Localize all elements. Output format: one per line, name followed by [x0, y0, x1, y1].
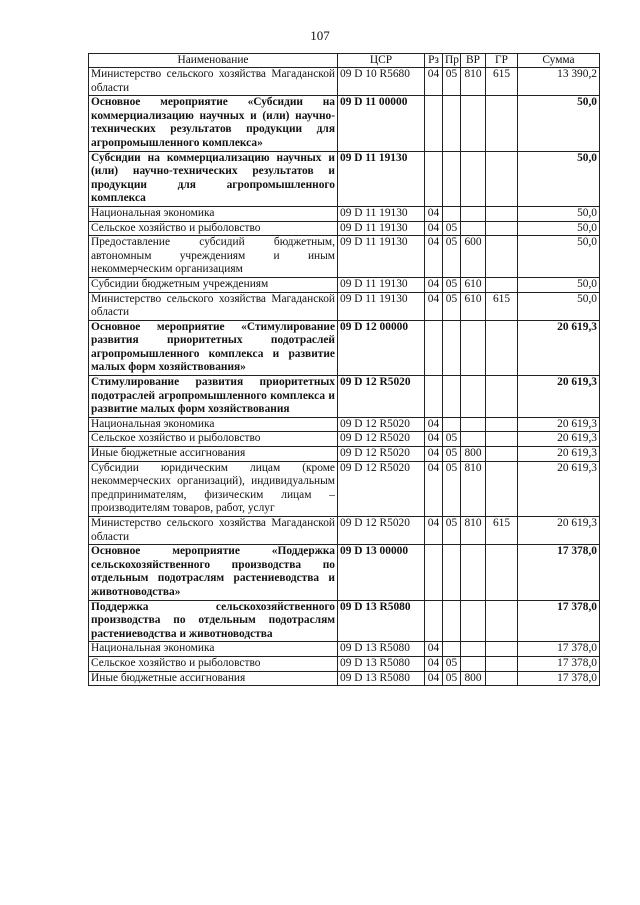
table-row [89, 292, 600, 320]
cell-rz [425, 545, 443, 600]
header-gr: ГР [486, 54, 518, 68]
cell-pr [443, 206, 461, 221]
table-row [89, 96, 600, 151]
cell-gr [486, 376, 518, 418]
cell-pr [443, 600, 461, 642]
budget-table [88, 53, 600, 686]
table-row [89, 600, 600, 642]
cell-vr: 600 [461, 236, 486, 278]
cell-csr: 09 D 12 R5020 [338, 461, 425, 516]
cell-rz: 04 [425, 517, 443, 545]
cell-sum: 17 378,0 [518, 642, 600, 657]
cell-rz: 04 [425, 642, 443, 657]
cell-vr: 810 [461, 68, 486, 96]
cell-gr: 615 [486, 517, 518, 545]
cell-vr [461, 151, 486, 206]
cell-pr: 05 [443, 432, 461, 447]
cell-rz [425, 96, 443, 151]
cell-vr [461, 376, 486, 418]
cell-rz [425, 151, 443, 206]
cell-pr [443, 96, 461, 151]
cell-gr [486, 206, 518, 221]
cell-rz: 04 [425, 68, 443, 96]
cell-vr [461, 600, 486, 642]
cell-gr [486, 96, 518, 151]
cell-vr [461, 96, 486, 151]
cell-rz: 04 [425, 292, 443, 320]
cell-vr: 610 [461, 292, 486, 320]
cell-sum: 20 619,3 [518, 417, 600, 432]
cell-vr: 800 [461, 447, 486, 462]
cell-pr: 05 [443, 236, 461, 278]
header-name: Наименование [89, 54, 338, 68]
table-row [89, 447, 600, 462]
cell-sum: 17 378,0 [518, 545, 600, 600]
table-row [89, 277, 600, 292]
cell-csr: 09 D 12 R5020 [338, 376, 425, 418]
cell-csr: 09 D 13 R5080 [338, 671, 425, 686]
cell-vr [461, 417, 486, 432]
cell-csr: 09 D 11 00000 [338, 96, 425, 151]
cell-name: Субсидии на коммерциализацию научных и (или) научно-технических результатов и продукции для агропромышленного комплекса [89, 151, 338, 206]
cell-csr: 09 D 11 19130 [338, 236, 425, 278]
cell-csr: 09 D 11 19130 [338, 151, 425, 206]
cell-name: Предоставление субсидий бюджетным, автономным учреждениям и иным некоммерческим организациям [89, 236, 338, 278]
cell-csr: 09 D 12 R5020 [338, 517, 425, 545]
cell-name: Основное мероприятие «Поддержка сельскохозяйственного производства по отдельным подотраслям растениеводства и животноводства» [89, 545, 338, 600]
header-rz: Рз [425, 54, 443, 68]
header-pr: Пр [443, 54, 461, 68]
table-row [89, 432, 600, 447]
cell-gr [486, 656, 518, 671]
cell-pr: 05 [443, 292, 461, 320]
cell-pr [443, 545, 461, 600]
cell-pr: 05 [443, 517, 461, 545]
cell-name: Сельское хозяйство и рыболовство [89, 432, 338, 447]
cell-pr: 05 [443, 447, 461, 462]
cell-gr [486, 417, 518, 432]
cell-rz: 04 [425, 417, 443, 432]
cell-vr [461, 221, 486, 236]
cell-pr [443, 642, 461, 657]
cell-pr: 05 [443, 656, 461, 671]
cell-rz: 04 [425, 236, 443, 278]
cell-pr: 05 [443, 221, 461, 236]
cell-name: Субсидии бюджетным учреждениям [89, 277, 338, 292]
cell-csr: 09 D 12 R5020 [338, 447, 425, 462]
cell-rz: 04 [425, 461, 443, 516]
cell-csr: 09 D 12 00000 [338, 320, 425, 375]
cell-vr [461, 432, 486, 447]
cell-sum: 20 619,3 [518, 432, 600, 447]
cell-pr [443, 151, 461, 206]
cell-sum: 50,0 [518, 206, 600, 221]
cell-rz: 04 [425, 656, 443, 671]
header-sum: Сумма [518, 54, 600, 68]
cell-rz [425, 320, 443, 375]
cell-csr: 09 D 10 R5680 [338, 68, 425, 96]
cell-vr: 810 [461, 517, 486, 545]
cell-sum: 50,0 [518, 277, 600, 292]
cell-name: Министерство сельского хозяйства Магаданской области [89, 517, 338, 545]
cell-vr [461, 642, 486, 657]
cell-gr [486, 600, 518, 642]
cell-gr [486, 461, 518, 516]
cell-vr [461, 545, 486, 600]
table-row [89, 206, 600, 221]
cell-sum: 20 619,3 [518, 320, 600, 375]
cell-gr [486, 151, 518, 206]
cell-pr: 05 [443, 671, 461, 686]
cell-sum: 50,0 [518, 292, 600, 320]
table-row [89, 545, 600, 600]
cell-csr: 09 D 13 R5080 [338, 600, 425, 642]
cell-rz [425, 376, 443, 418]
cell-csr: 09 D 13 R5080 [338, 656, 425, 671]
cell-rz [425, 600, 443, 642]
cell-csr: 09 D 13 00000 [338, 545, 425, 600]
cell-gr [486, 277, 518, 292]
cell-rz: 04 [425, 447, 443, 462]
cell-vr [461, 320, 486, 375]
cell-sum: 17 378,0 [518, 656, 600, 671]
cell-pr [443, 320, 461, 375]
cell-sum: 13 390,2 [518, 68, 600, 96]
cell-gr [486, 221, 518, 236]
cell-rz: 04 [425, 221, 443, 236]
table-row [89, 656, 600, 671]
cell-csr: 09 D 12 R5020 [338, 432, 425, 447]
cell-csr: 09 D 11 19130 [338, 221, 425, 236]
cell-name: Национальная экономика [89, 642, 338, 657]
cell-sum: 50,0 [518, 236, 600, 278]
header-vr: ВР [461, 54, 486, 68]
cell-name: Национальная экономика [89, 206, 338, 221]
cell-rz: 04 [425, 277, 443, 292]
cell-sum: 17 378,0 [518, 671, 600, 686]
table-row [89, 671, 600, 686]
cell-sum: 17 378,0 [518, 600, 600, 642]
cell-name: Поддержка сельскохозяйственного производства по отдельным подотраслям растениеводства и животноводства [89, 600, 338, 642]
cell-name: Иные бюджетные ассигнования [89, 671, 338, 686]
cell-name: Основное мероприятие «Стимулирование развития приоритетных подотраслей агропромышленного комплекса и развитие малых форм хозяйствования» [89, 320, 338, 375]
table-row [89, 461, 600, 516]
cell-csr: 09 D 11 19130 [338, 206, 425, 221]
cell-name: Сельское хозяйство и рыболовство [89, 656, 338, 671]
cell-gr [486, 671, 518, 686]
page-number: 107 [310, 28, 330, 43]
cell-pr [443, 417, 461, 432]
cell-vr [461, 656, 486, 671]
cell-sum: 20 619,3 [518, 461, 600, 516]
table-row [89, 417, 600, 432]
cell-csr: 09 D 11 19130 [338, 292, 425, 320]
cell-sum: 50,0 [518, 221, 600, 236]
cell-pr [443, 376, 461, 418]
cell-vr: 800 [461, 671, 486, 686]
cell-name: Основное мероприятие «Субсидии на коммерциализацию научных и (или) научно-технических результатов продукции для агропромышленного комплекса» [89, 96, 338, 151]
table-row [89, 68, 600, 96]
table-row [89, 320, 600, 375]
table-row [89, 236, 600, 278]
table-row [89, 642, 600, 657]
cell-name: Иные бюджетные ассигнования [89, 447, 338, 462]
cell-sum: 20 619,3 [518, 447, 600, 462]
table-row [89, 517, 600, 545]
cell-gr [486, 432, 518, 447]
cell-sum: 20 619,3 [518, 517, 600, 545]
cell-name: Субсидии юридическим лицам (кроме некоммерческих организаций), индивидуальным предпринимателям, физическим лицам – производителям товаров, работ, услуг [89, 461, 338, 516]
cell-pr: 05 [443, 461, 461, 516]
cell-rz: 04 [425, 671, 443, 686]
cell-gr [486, 236, 518, 278]
cell-rz: 04 [425, 432, 443, 447]
cell-sum: 50,0 [518, 96, 600, 151]
cell-csr: 09 D 11 19130 [338, 277, 425, 292]
cell-gr [486, 447, 518, 462]
cell-vr: 610 [461, 277, 486, 292]
table-row [89, 151, 600, 206]
cell-sum: 50,0 [518, 151, 600, 206]
cell-name: Министерство сельского хозяйства Магаданской области [89, 68, 338, 96]
cell-name: Министерство сельского хозяйства Магаданской области [89, 292, 338, 320]
cell-gr [486, 320, 518, 375]
cell-rz: 04 [425, 206, 443, 221]
cell-name: Национальная экономика [89, 417, 338, 432]
table-row [89, 221, 600, 236]
table-header-row [89, 54, 600, 68]
cell-name: Стимулирование развития приоритетных подотраслей агропромышленного комплекса и развитие малых форм хозяйствования [89, 376, 338, 418]
table-row [89, 376, 600, 418]
cell-csr: 09 D 13 R5080 [338, 642, 425, 657]
cell-vr: 810 [461, 461, 486, 516]
cell-gr [486, 642, 518, 657]
cell-pr: 05 [443, 277, 461, 292]
cell-sum: 20 619,3 [518, 376, 600, 418]
cell-vr [461, 206, 486, 221]
cell-gr: 615 [486, 292, 518, 320]
cell-gr: 615 [486, 68, 518, 96]
cell-gr [486, 545, 518, 600]
cell-name: Сельское хозяйство и рыболовство [89, 221, 338, 236]
header-csr: ЦСР [338, 54, 425, 68]
cell-pr: 05 [443, 68, 461, 96]
cell-csr: 09 D 12 R5020 [338, 417, 425, 432]
